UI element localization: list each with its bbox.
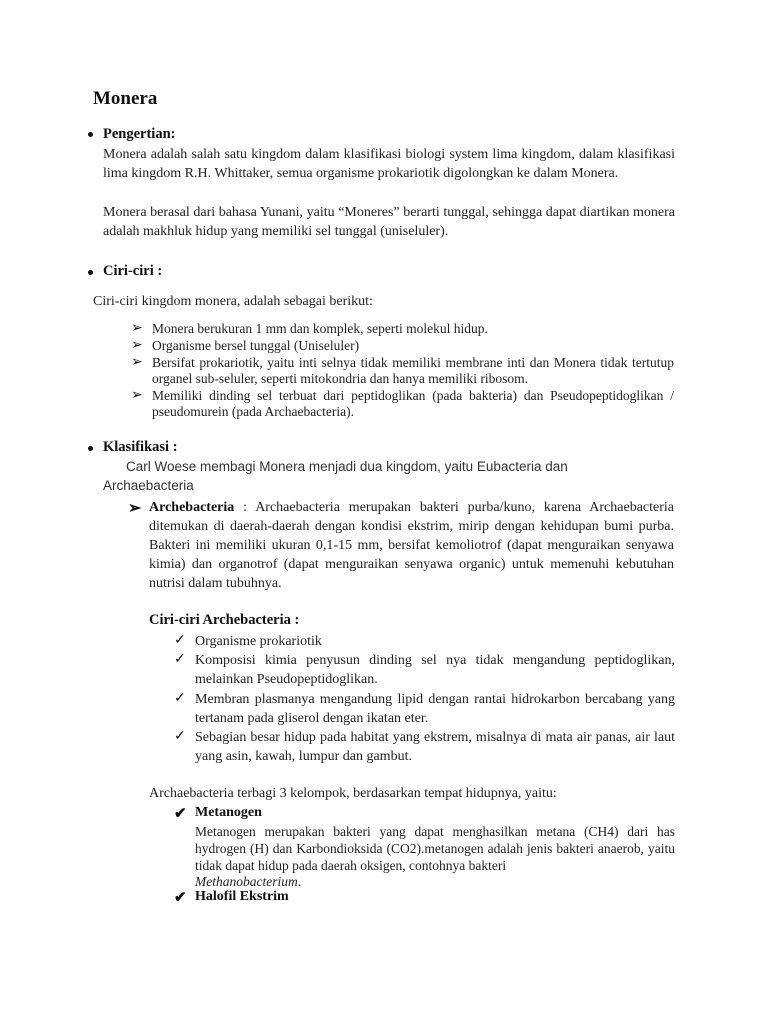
arrow-bullet-icon: ➢: [131, 338, 143, 353]
ciri-item: Bersifat prokariotik, yaitu inti selnya tidak memiliki membrane inti dan Monera tidak tertutup organel sub-seluler, seperti mitokondria dan hanya memiliki ribosom.: [152, 355, 674, 386]
ciri-heading: Ciri-ciri :: [103, 263, 163, 279]
metanogen-text: Metanogen merupakan bakteri yang dapat menghasilkan metana (CH4) dari has hydrogen (H) dan Karbondioksida (CO2).metanogen adalah jenis bakteri anaerob, yaitu tidak dapat hidup pada daerah oksigen, contohnya bakteri: [195, 824, 675, 873]
archebacteria-term: Archebacteria: [149, 500, 235, 515]
bullet-icon: [88, 270, 93, 275]
klasifikasi-intro-line-2: Archaebacteria: [103, 478, 194, 493]
bullet-icon: [88, 132, 93, 137]
ciri-archebacteria-item: Komposisi kimia penyusun dinding sel nya tidak mengandung peptidoglikan, melainkan Pseudopeptidoglikan.: [195, 653, 675, 687]
arrow-bullet-icon: ➢: [131, 388, 143, 403]
ciri-item: Memiliki dinding sel terbuat dari peptidoglikan (pada bakteria) dan Pseudopeptidoglikan / pseudomurein (pada Archaebacteria).: [152, 388, 674, 419]
archebacteria-description: : Archaebacteria merupakan bakteri purba/kuno, karena Archaebacteria ditemukan di daerah-daerah dengan kondisi ekstrim, mirip dengan kehidupan bumi purba. Bakteri ini memiliki ukuran 0,1-15 mm, bersifat kemoliotrof (dapat menguraikan senyawa kimia) dan organotrof (dapat menguraikan senyawa organic) untuk memenuhi kebutuhan nutrisi dalam tubuhnya.: [149, 500, 674, 591]
ciri-archebacteria-item: Sebagian besar hidup pada habitat yang ekstrem, misalnya di mata air panas, air laut yang asin, kawah, lumpur dan gambut.: [195, 730, 675, 764]
page-title: Monera: [93, 88, 158, 109]
bullet-icon: [88, 446, 93, 451]
ciri-archebacteria-heading: Ciri-ciri Archebacteria :: [149, 612, 300, 628]
metanogen-period: .: [297, 874, 302, 889]
checkmark-icon: ✓: [174, 691, 186, 706]
arrow-bullet-icon: ➢: [131, 321, 143, 336]
checkmark-icon: ✓: [174, 729, 186, 744]
halofil-heading: Halofil Ekstrim: [195, 889, 289, 904]
klasifikasi-intro-line-1: Carl Woese membagi Monera menjadi dua kingdom, yaitu Eubacteria dan: [126, 459, 568, 474]
checkmark-icon: ✔: [174, 890, 187, 906]
pengertian-paragraph-2: Monera berasal dari bahasa Yunani, yaitu “Moneres” berarti tunggal, sehingga dapat diartikan monera adalah makhluk hidup yang memiliki sel tunggal (uniseluler).: [103, 205, 675, 239]
checkmark-icon: ✓: [174, 652, 186, 667]
arrow-bullet-icon: ➢: [131, 355, 143, 370]
ciri-archebacteria-item: Organisme prokariotik: [195, 634, 322, 649]
arrow-bullet-icon: ➢: [128, 500, 142, 517]
metanogen-example-line: [195, 874, 301, 890]
pengertian-paragraph-1: Monera adalah salah satu kingdom dalam klasifikasi biologi system lima kingdom, dalam klasifikasi lima kingdom R.H. Whittaker, semua organisme prokariotik digolongkan ke dalam Monera.: [103, 147, 675, 181]
ciri-intro: Ciri-ciri kingdom monera, adalah sebagai berikut:: [93, 294, 373, 309]
metanogen-description: [195, 823, 675, 874]
groups-intro: Archaebacteria terbagi 3 kelompok, berdasarkan tempat hidupnya, yaitu:: [149, 786, 557, 801]
ciri-item: Monera berukuran 1 mm dan komplek, seperti molekul hidup.: [152, 321, 488, 336]
metanogen-heading: Metanogen: [195, 805, 262, 820]
checkmark-icon: ✔: [174, 806, 187, 822]
ciri-archebacteria-item: Membran plasmanya mengandung lipid dengan rantai hidrokarbon bercabang yang tertanam pada gliserol dengan ikatan eter.: [195, 692, 675, 726]
metanogen-example: Methanobacterium: [195, 874, 298, 889]
checkmark-icon: ✓: [174, 633, 186, 648]
ciri-item: Organisme bersel tunggal (Uniseluler): [152, 338, 360, 353]
klasifikasi-heading: Klasifikasi :: [103, 439, 178, 455]
archebacteria-paragraph: [149, 498, 674, 593]
pengertian-heading: Pengertian:: [103, 126, 176, 142]
